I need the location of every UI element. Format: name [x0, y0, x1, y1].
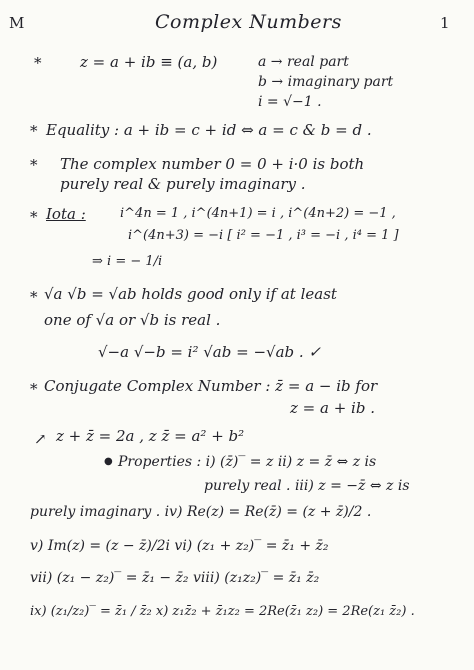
iota-label: Iota : [46, 205, 86, 223]
star-bullet: * [30, 156, 38, 174]
sqrt-rule-line2: one of √a or √b is real . [44, 311, 221, 329]
definition-equation: z = a + ib ≡ (a, b) [80, 53, 218, 71]
zero-note-line1: The complex number 0 = 0 + i·0 is both [60, 155, 365, 173]
page-title: Complex Numbers [155, 11, 342, 33]
equality-rule: Equality : a + ib = c + id ⇔ a = c & b = d . [46, 121, 372, 139]
star-bullet: * [34, 54, 42, 72]
star-bullet: * [30, 208, 38, 226]
conjugate-definition: Conjugate Complex Number : z̄ = a − ib for [44, 377, 378, 395]
imaginary-part-note: b → imaginary part [258, 74, 394, 90]
star-bullet: * [30, 122, 38, 140]
sum-product-relation: z + z̄ = 2a , z z̄ = a² + b² [56, 427, 245, 445]
page-number: 1 [440, 14, 450, 32]
iota-powers-line1: i^4n = 1 , i^(4n+1) = i , i^(4n+2) = −1 , [120, 206, 396, 221]
dot-bullet: ● [104, 456, 113, 467]
iota-definition: i = √−1 . [258, 94, 322, 110]
property-line1: Properties : i) (z̄)‾ = z ii) z = z̄ ⇔ z is [118, 454, 377, 470]
sqrt-negative-example: √−a √−b = i² √ab = −√ab . ✓ [98, 343, 322, 361]
property-line3: purely imaginary . iv) Re(z) = Re(z̄) = (z + z̄)/2 . [30, 504, 372, 520]
zero-note-line2: purely real & purely imaginary . [60, 175, 306, 193]
iota-reciprocal: ⇒ i = − 1/i [92, 254, 163, 269]
iota-powers-line2: i^(4n+3) = −i [ i² = −1 , i³ = −i , i⁴ = 1 ] [128, 228, 399, 243]
property-line5: vii) (z₁ − z₂)‾ = z̄₁ − z̄₂ viii) (z₁z₂)‾ = z̄₁ z̄₂ [30, 570, 320, 586]
corner-mark: M [9, 14, 25, 32]
real-part-note: a → real part [258, 54, 349, 70]
arrow-bullet: ↗ [34, 430, 47, 448]
property-line6: ix) (z₁/z₂)‾ = z̄₁ / z̄₂ x) z₁z̄₂ + z̄₁z₂ = 2Re(z̄₁ z₂) = 2Re(z₁ z̄₂) . [30, 604, 415, 619]
property-line2: purely real . iii) z = −z̄ ⇔ z is [204, 478, 410, 494]
star-bullet: * [30, 288, 38, 306]
sqrt-rule-line1: √a √b = √ab holds good only if at least [44, 285, 337, 303]
star-bullet: * [30, 380, 38, 398]
property-line4: v) Im(z) = (z − z̄)/2i vi) (z₁ + z₂)‾ = z̄₁ + z̄₂ [30, 538, 329, 554]
conjugate-definition-cont: z = a + ib . [290, 399, 375, 417]
